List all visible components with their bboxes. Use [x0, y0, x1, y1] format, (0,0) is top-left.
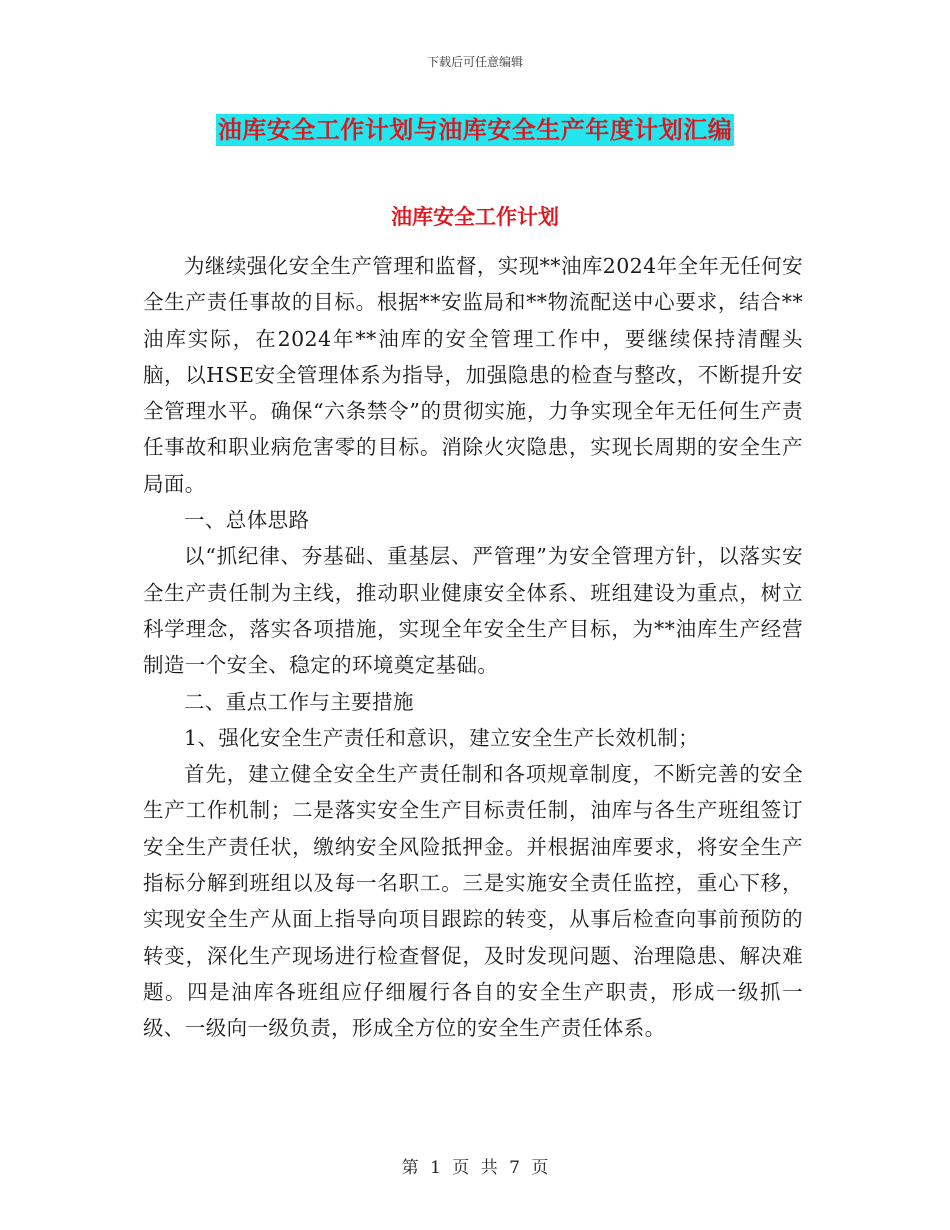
paragraph-intro: 为继续强化安全生产管理和监督，实现**油库2024年全年无任何安全生产责任事故的目标。根据**安监局和**物流配送中心要求，结合**油库实际，在2024年**油库的安全管理工作中，要继续保持清醒头脑，以HSE安全管理体系为指导，加强隐患的检查与整改，不断提升安全管理水平。确保“六条禁令”的贯彻实施，力争实现全年无任何生产责任事故和职业病危害零的目标。消除火灾隐患，实现长周期的安全生产局面。 — [143, 254, 803, 496]
main-title-wrap — [0, 114, 950, 146]
header-note: 下载后可任意编辑 — [426, 55, 523, 69]
paragraph-approach: 以“抓纪律、夯基础、重基层、严管理”为安全管理方针，以落实安全生产责任制为主线，推动职业健康安全体系、班组建设为重点，树立科学理念，落实各项措施，实现全年安全生产目标，为**油库生产经营制造一个安全、稳定的环境奠定基础。 — [143, 544, 803, 678]
heading-key-work: 二、重点工作与主要措施 — [184, 689, 414, 714]
paragraph-item-1: 首先，建立健全安全生产责任制和各项规章制度，不断完善的安全生产工作机制；二是落实安全生产目标责任制，油库与各生产班组签订安全生产责任状，缴纳安全风险抵押金。并根据油库要求，将安全生产指标分解到班组以及每一名职工。三是实施安全责任监控，重心下移，实现安全生产从面上指导向项目跟踪的转变，从事后检查向事前预防的转变，深化生产现场进行检查督促，及时发现问题、治理隐患、解决难题。四是油库各班组应仔细履行各自的安全生产职责，形成一级抓一级、一级向一级负责，形成全方位的安全生产责任体系。 — [143, 762, 803, 1041]
heading-overall-approach: 一、总体思路 — [184, 508, 310, 533]
page-footer: 第 1 页 共 7 页 — [401, 1158, 549, 1178]
section-title: 油库安全工作计划 — [391, 205, 559, 229]
heading-item-1: 1、强化安全生产责任和意识，建立安全生产长效机制； — [184, 725, 700, 750]
main-title: 油库安全工作计划与油库安全生产年度计划汇编 — [217, 116, 733, 144]
body-text — [143, 248, 803, 1047]
